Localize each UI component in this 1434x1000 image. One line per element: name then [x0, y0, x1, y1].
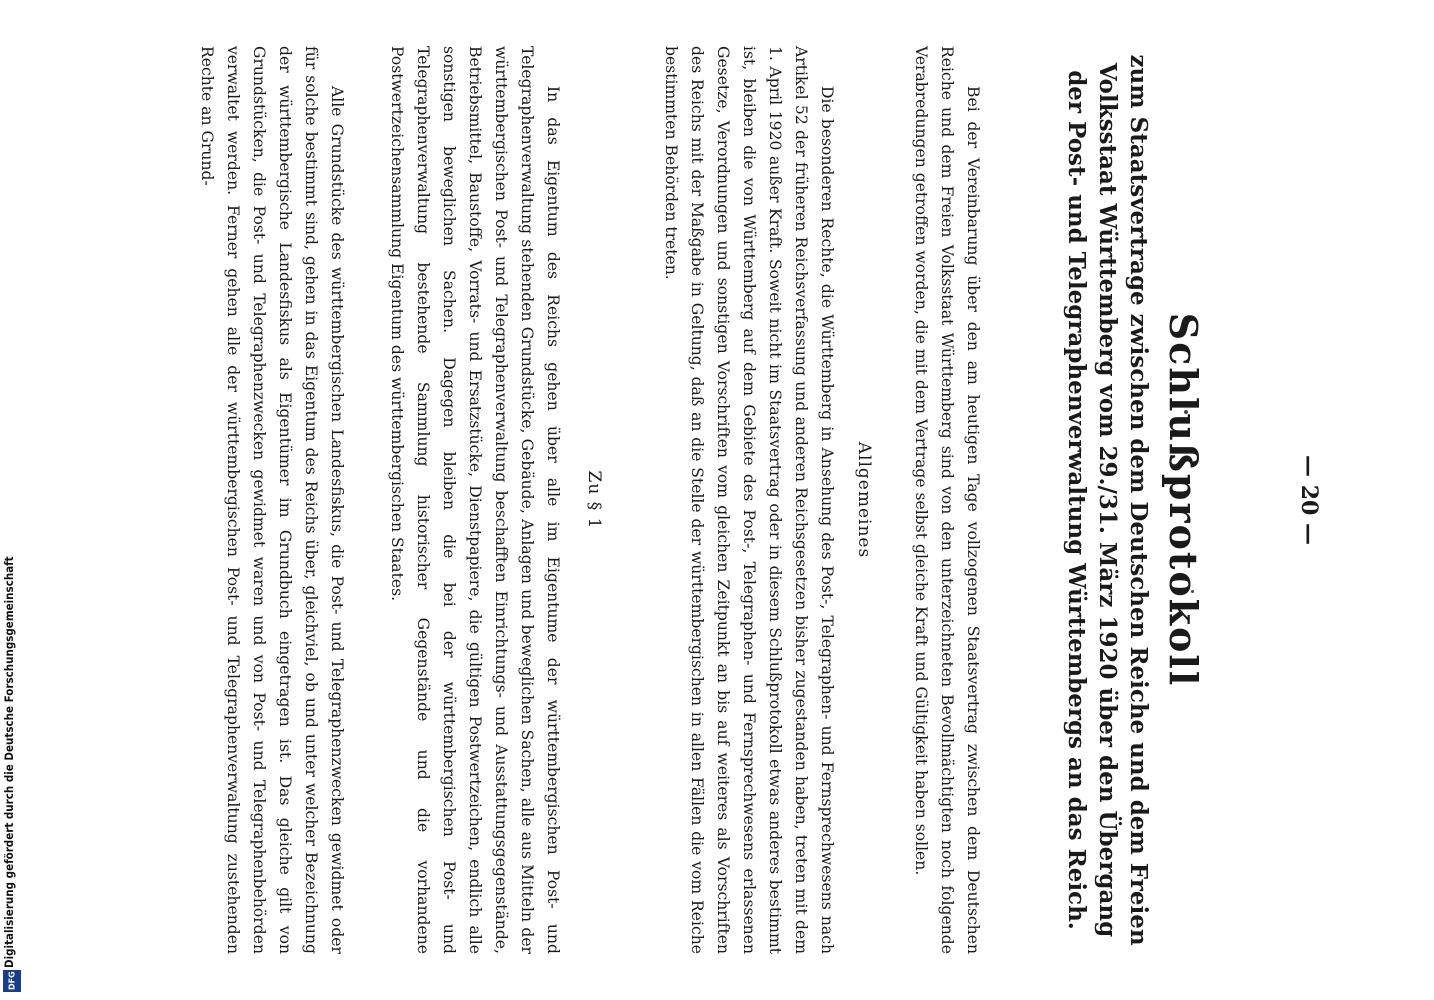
section-heading-allgemeines: Allgemeines [854, 441, 874, 559]
page-number: — 20 — [1296, 455, 1322, 545]
intro-paragraph: Bei der Vereinbarung über den am heutigen Tage vollzogenen Staatsvertrag zwischen dem Deutschen Reiche und dem Freien Volksstaat Württemberg sind von den unterzeichneten Bevollmächtigten noch folgende Verabredungen getroffen worden, die mit dem Vertrage selbst gleiche Kraft und Gültigkeit haben sollen. [912, 46, 982, 954]
section-heading-paragraph-1: Zu § 1 [584, 470, 604, 530]
funding-notice: Digitalisierung gefördert durch die Deutsche Forschungsgemeinschaft [2, 556, 16, 968]
section-allgemeines-text: Die besonderen Rechte, die Württemberg in Ansehung des Post-, Telegraphen- und Fernsprechwesens nach Artikel 52 der früheren Reichsverfassung und anderen Reichsgesetzen bisher zugestanden haben, treten mit dem 1. April 1920 außer Kraft. Soweit nicht im Staatsvertrag oder in diesem Schlußprotokoll etwas anderes bestimmt ist, bleiben die von Württemberg auf dem Gebiete des Post-, Telegraphen- und Fernsprechwesens erlassenen Gesetze, Verordnungen und sonstigen Vorschriften vom gleichen Zeitpunkt an bis auf weiteres als Vorschriften des Reichs mit der Maßgabe in Geltung, daß an die Stelle der württembergischen in allen Fällen die vom Reiche bestimmten Behörden treten. [662, 46, 836, 954]
document-title: Schlußprotokoll [1161, 312, 1206, 688]
dfg-logo: DFG [3, 970, 21, 992]
document-subtitle: zum Staatsvertrage zwischen dem Deutschen Reiche und dem Freien Volksstaat Württemberg vom 29./31. März 1920 über den Übergang der Post- und Telegraphenverwaltung Württembergs an das Reich. [1063, 54, 1152, 946]
funding-sidebar [0, 0, 26, 1000]
section-paragraph-1-text-2: Alle Grundstücke des württembergischen Landesfiskus, die Post- und Telegraphenzwecken gewidmet oder für solche bestimmt sind, gehen in das Eigentum des Reichs über, gleichviel, ob und unter welcher Bezeichnung der württembergische Landesfiskus als Eigentümer im Grundbuch eingetragen ist. Das gleiche gilt von Grundstücken, die Post- und Telegraphenzwecken gewidmet waren und von Post- und Telegraphenbehörden verwaltet werden. Ferner gehen alle der württembergischen Post- und Telegraphenverwaltung zustehenden Rechte an Grund- [198, 46, 346, 954]
section-paragraph-1-text-1: In das Eigentum des Reichs gehen über alle im Eigentume der württembergischen Post- und Telegraphenverwaltung stehenden Grundstücke, Gebäude, Anlagen und beweglichen Sachen, alle aus Mitteln der württembergischen Post- und Telegraphenverwaltung beschafften Einrichtungs- und Ausstattungsgegenstände, Betriebsmittel, Baustoffe, Vorrats- und Ersatzstücke, Dienstpapiere, die gültigen Postwertzeichen, endlich alle sonstigen beweglichen Sachen. Dagegen bleiben die bei der württembergischen Post- und Telegraphenverwaltung bestehende Sammlung historischer Gegenstände und die vorhandene Postwertzeichensammlung Eigentum des württembergischen Staates. [388, 46, 562, 954]
